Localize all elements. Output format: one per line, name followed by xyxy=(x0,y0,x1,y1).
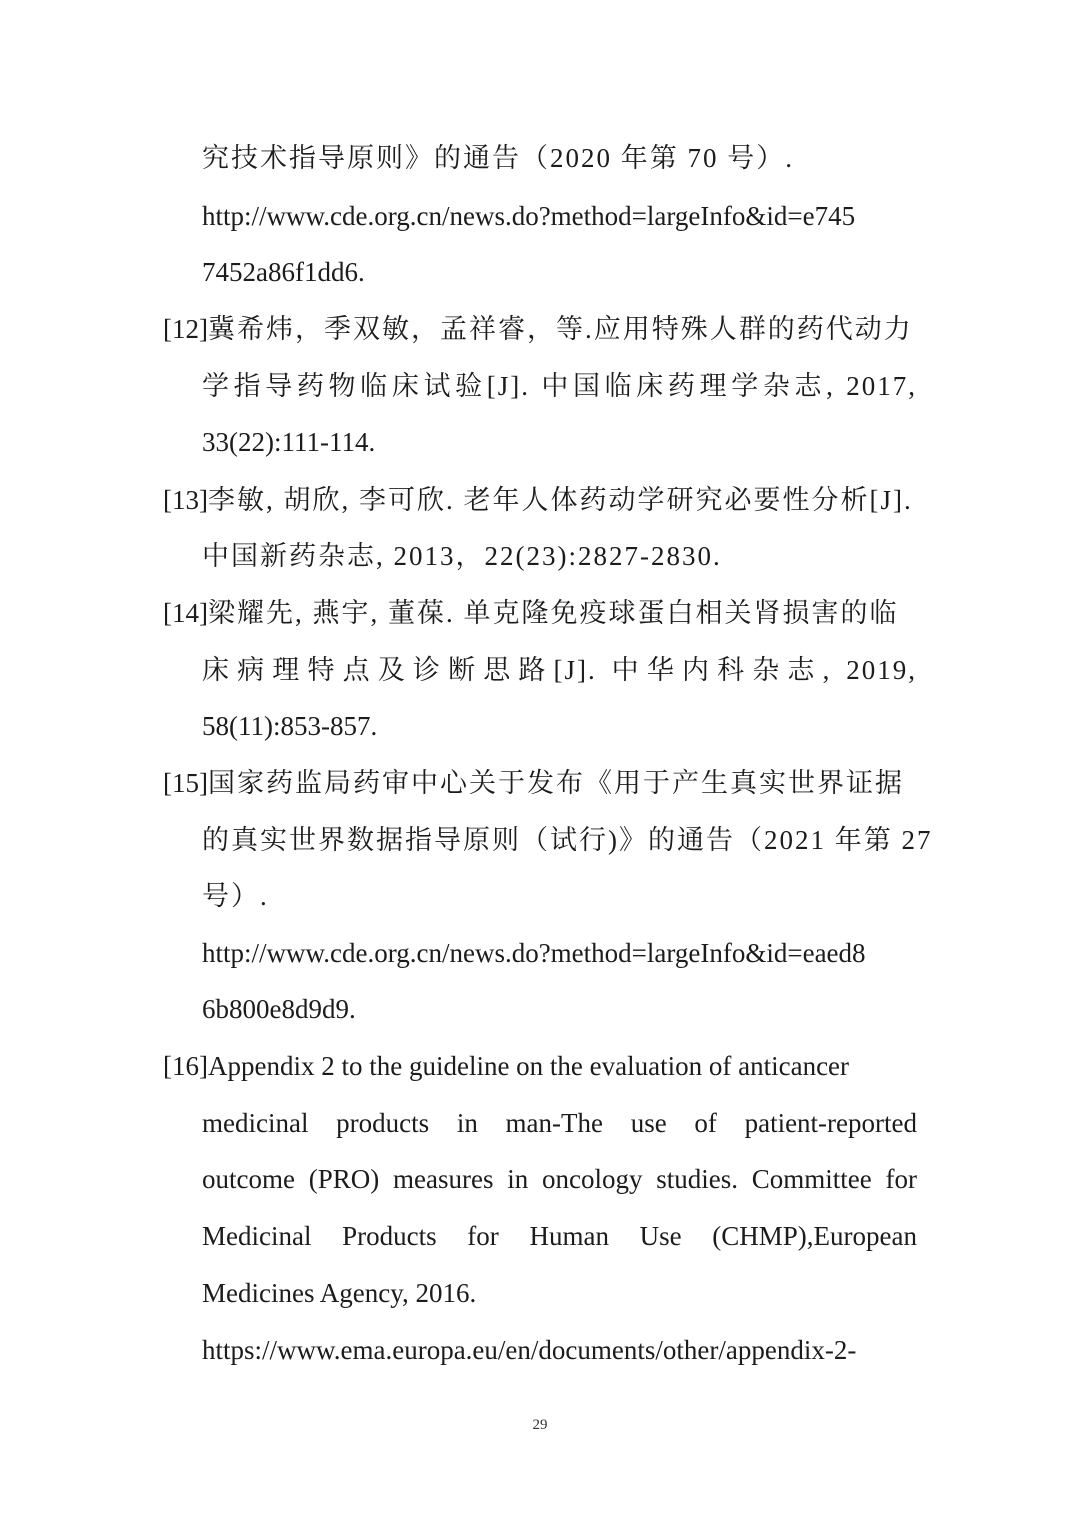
reference-number: [15] xyxy=(163,768,208,798)
reference-url[interactable]: http://www.cde.org.cn/news.do?method=largeInfo&id=eaed8 xyxy=(202,938,866,968)
reference-line: 床病理特点及诊断思路[J]. 中华内科杂志, 2019, xyxy=(202,655,917,685)
reference-16 xyxy=(163,1046,849,1086)
reference-url[interactable]: 7452a86f1dd6. xyxy=(202,257,365,287)
reference-text: 梁耀先, 燕宇, 董葆. 单克隆免疫球蛋白相关肾损害的临 xyxy=(207,598,899,628)
reference-line: 58(11):853-857. xyxy=(202,711,378,741)
reference-line: 究技术指导原则》的通告（2020 年第 70 号）. xyxy=(202,143,794,173)
reference-line: 号）. xyxy=(202,881,269,911)
reference-text: Appendix 2 to the guideline on the evaluation of anticancer xyxy=(207,1051,850,1081)
reference-text: 李敏, 胡欣, 李可欣. 老年人体药动学研究必要性分析[J]. xyxy=(207,485,913,515)
reference-15 xyxy=(163,763,904,803)
reference-url[interactable]: 6b800e8d9d9. xyxy=(202,994,356,1024)
reference-text: 冀希炜，季双敏，孟祥睿，等.应用特殊人群的药代动力 xyxy=(207,314,913,344)
reference-line: 中国新药杂志, 2013，22(23):2827-2830. xyxy=(202,541,722,571)
reference-line: outcome (PRO) measures in oncology studies. Committee for xyxy=(202,1164,917,1194)
reference-12 xyxy=(163,309,913,349)
page-number: 29 xyxy=(532,1417,548,1433)
reference-13 xyxy=(163,480,913,520)
reference-number: [13] xyxy=(163,485,208,515)
reference-number: [12] xyxy=(163,314,208,344)
reference-line: 的真实世界数据指导原则（试行)》的通告（2021 年第 27 xyxy=(202,825,933,855)
reference-line: 33(22):111-114. xyxy=(202,427,376,457)
reference-number: [14] xyxy=(163,598,208,628)
reference-text: 国家药监局药审中心关于发布《用于产生真实世界证据 xyxy=(207,768,904,798)
reference-14 xyxy=(163,593,898,633)
reference-line: medicinal products in man-The use of patient-reported xyxy=(202,1108,917,1138)
reference-line: 学指导药物临床试验[J]. 中国临床药理学杂志, 2017, xyxy=(202,371,917,401)
reference-line: Medicinal Products for Human Use (CHMP),European xyxy=(202,1221,917,1251)
reference-number: [16] xyxy=(163,1051,208,1081)
reference-line: Medicines Agency, 2016. xyxy=(202,1278,477,1308)
reference-url[interactable]: https://www.ema.europa.eu/en/documents/other/appendix-2- xyxy=(202,1335,857,1365)
reference-url[interactable]: http://www.cde.org.cn/news.do?method=largeInfo&id=e745 xyxy=(202,201,856,231)
